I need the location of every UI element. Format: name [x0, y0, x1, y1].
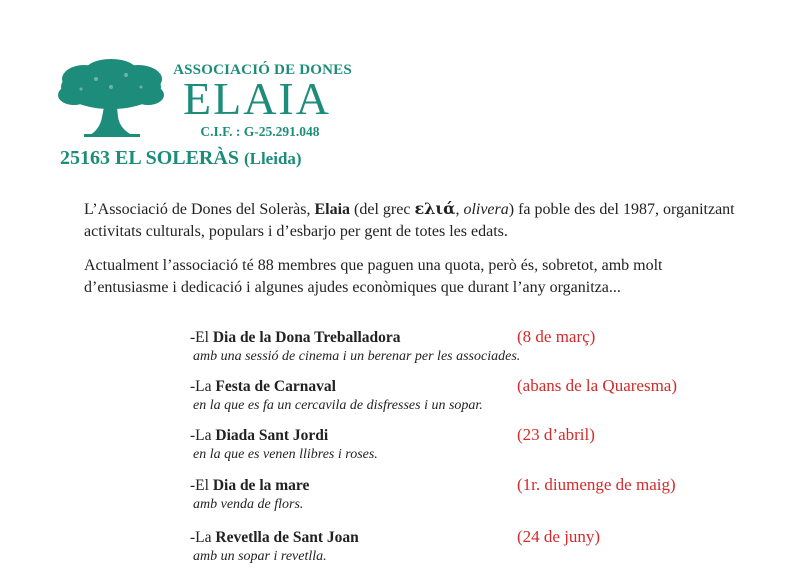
event-date: (abans de la Quaresma) [517, 376, 678, 395]
intro-text: L’Associació de Dones del Soleràs, [84, 201, 315, 218]
members-paragraph: Actualment l’associació té 88 membres que paguen una quota, però és, sobretot, amb molt d’entusiasme i dedicació i algunes ajudes econòmiques que durant l’any organitza... [84, 257, 663, 296]
event-item [190, 378, 750, 422]
olive-tree-icon [56, 57, 166, 139]
event-date: (24 de juny) [517, 527, 601, 546]
cif-number: C.I.F. : G-25.291.048 [200, 124, 320, 139]
event-date: (23 d’abril) [517, 425, 595, 444]
event-prefix: -La [190, 378, 216, 395]
event-title [190, 529, 359, 547]
intro-name: Elaia [314, 201, 351, 218]
association-label: ASSOCIACIÓ DE DONES [173, 62, 352, 78]
event-prefix: -La [190, 529, 216, 546]
intro-text: , [455, 201, 464, 218]
event-title [190, 329, 401, 347]
event-title [190, 427, 328, 445]
event-date: (1r. diumenge de maig) [517, 475, 676, 494]
event-date: (8 de març) [517, 327, 596, 346]
city-line [60, 147, 302, 170]
event-item [190, 529, 750, 573]
event-item [190, 329, 750, 373]
intro-text: ) fa poble des del 1987, organitzant activitats culturals, populars i d’esbarjo per gent de totes les edats. [84, 201, 735, 240]
event-description: en la que es fa un cercavila de disfresses i un sopar. [193, 398, 483, 413]
event-name: Dia de la Dona Treballadora [212, 329, 401, 346]
event-name: Diada Sant Jordi [215, 427, 329, 444]
event-name: Dia de la mare [212, 477, 310, 494]
letterhead [0, 0, 800, 180]
event-prefix: -El [190, 477, 213, 494]
intro-paragraph [84, 198, 744, 243]
event-name: Revetlla de Sant Joan [215, 529, 359, 546]
event-title [190, 477, 309, 495]
event-prefix: -El [190, 329, 213, 346]
postal-code-city: 25163 EL SOLERÀS [60, 147, 239, 169]
greek-word: ελιά [414, 199, 456, 218]
event-title [190, 378, 336, 396]
event-prefix: -La [190, 427, 216, 444]
event-item [190, 477, 750, 521]
event-item [190, 427, 750, 471]
intro-translation: olivera [463, 201, 509, 218]
event-description: amb venda de flors. [193, 497, 304, 512]
association-name: ELAIA [183, 73, 331, 124]
event-description: amb un sopar i revetlla. [193, 549, 327, 564]
intro-text: (del grec [350, 201, 415, 218]
event-description: amb una sessió de cinema i un berenar per les associades. [193, 349, 521, 364]
region: (Lleida) [243, 149, 302, 168]
event-description: en la que es venen llibres i roses. [193, 447, 378, 462]
event-name: Festa de Carnaval [215, 378, 336, 395]
